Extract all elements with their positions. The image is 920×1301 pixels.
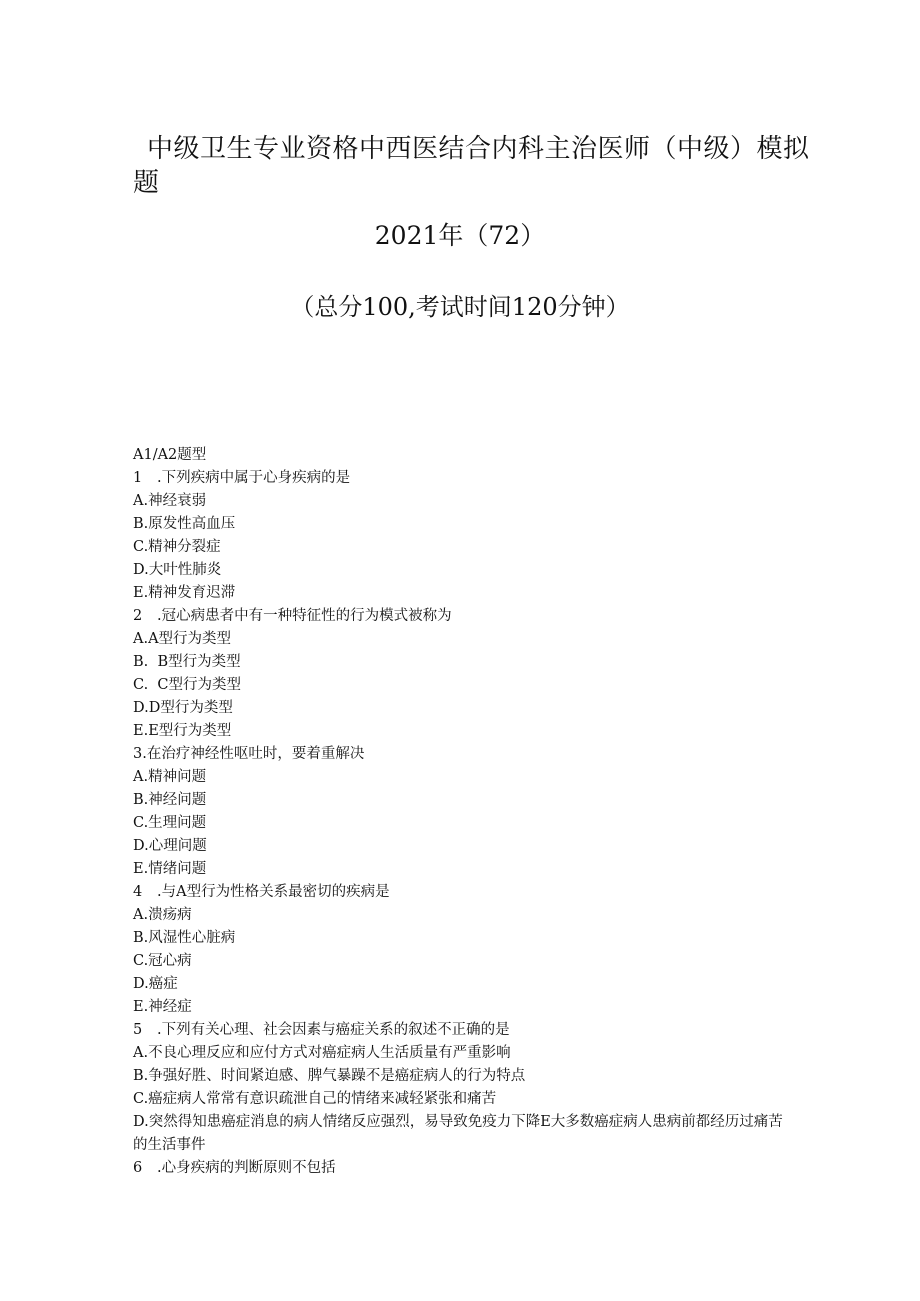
- title-line-2: 题: [133, 168, 160, 198]
- question-stem: [133, 1019, 793, 1042]
- question-number: 6: [133, 1160, 143, 1176]
- option: B.风湿性心脏病: [133, 930, 236, 946]
- option: E.E型行为类型: [133, 723, 232, 739]
- option: E.精神发育迟滞: [133, 585, 236, 601]
- question-text: 3.在治疗神经性呕吐时，要着重解决: [133, 746, 365, 762]
- option: A.不良心理反应和应付方式对癌症病人生活质量有严重影响: [133, 1045, 511, 1061]
- question-text: .下列疾病中属于心身疾病的是: [157, 470, 351, 486]
- option: B.原发性高血压: [133, 516, 236, 532]
- question-number: 4: [133, 884, 143, 900]
- option: D.心理问题: [133, 838, 207, 854]
- option: A.溃疡病: [133, 907, 192, 923]
- question-number: 5: [133, 1022, 143, 1038]
- option: D.D型行为类型: [133, 700, 233, 716]
- option: C. C型行为类型: [133, 677, 241, 693]
- question-number: 2: [133, 608, 143, 624]
- section-heading: A1/A2题型: [133, 447, 207, 463]
- question-text: .心身疾病的判断原则不包括: [157, 1160, 336, 1176]
- question-text: .冠心病患者中有一种特征性的行为模式被称为: [157, 608, 452, 624]
- option: C.冠心病: [133, 953, 192, 969]
- option: A.精神问题: [133, 769, 207, 785]
- question-stem: [133, 605, 793, 628]
- option: D.突然得知患癌症消息的病人情绪反应强烈，易导致免疫力下降E大多数癌症病人患病前都经历过痛苦的生活事件: [133, 1114, 783, 1153]
- question-body: [133, 444, 793, 1180]
- question-stem: [133, 467, 793, 490]
- question-number: 1: [133, 470, 143, 486]
- option: B.神经问题: [133, 792, 207, 808]
- option: A.A型行为类型: [133, 631, 232, 647]
- option: D.大叶性肺炎: [133, 562, 222, 578]
- title-score: （总分100,考试时间120分钟）: [290, 293, 630, 321]
- question-stem: [133, 743, 793, 766]
- title-line-1: 中级卫生专业资格中西医结合内科主治医师（中级）模拟: [147, 134, 810, 164]
- option: B. B型行为类型: [133, 654, 241, 670]
- question-text: .下列有关心理、社会因素与癌症关系的叙述不正确的是: [157, 1022, 510, 1038]
- option: C.生理问题: [133, 815, 207, 831]
- option: E.情绪问题: [133, 861, 207, 877]
- question-text: .与A型行为性格关系最密切的疾病是: [157, 884, 390, 900]
- option: B.争强好胜、时间紧迫感、脾气暴躁不是癌症病人的行为特点: [133, 1068, 526, 1084]
- option: C.精神分裂症: [133, 539, 221, 555]
- option: A.神经衰弱: [133, 493, 207, 509]
- title-year: 2021年（72）: [374, 221, 546, 250]
- question-stem: [133, 1157, 793, 1180]
- option: E.神经症: [133, 999, 192, 1015]
- question-stem: [133, 881, 793, 904]
- option: C.癌症病人常常有意识疏泄自己的情绪来减轻紧张和痛苦: [133, 1091, 497, 1107]
- option: D.癌症: [133, 976, 178, 992]
